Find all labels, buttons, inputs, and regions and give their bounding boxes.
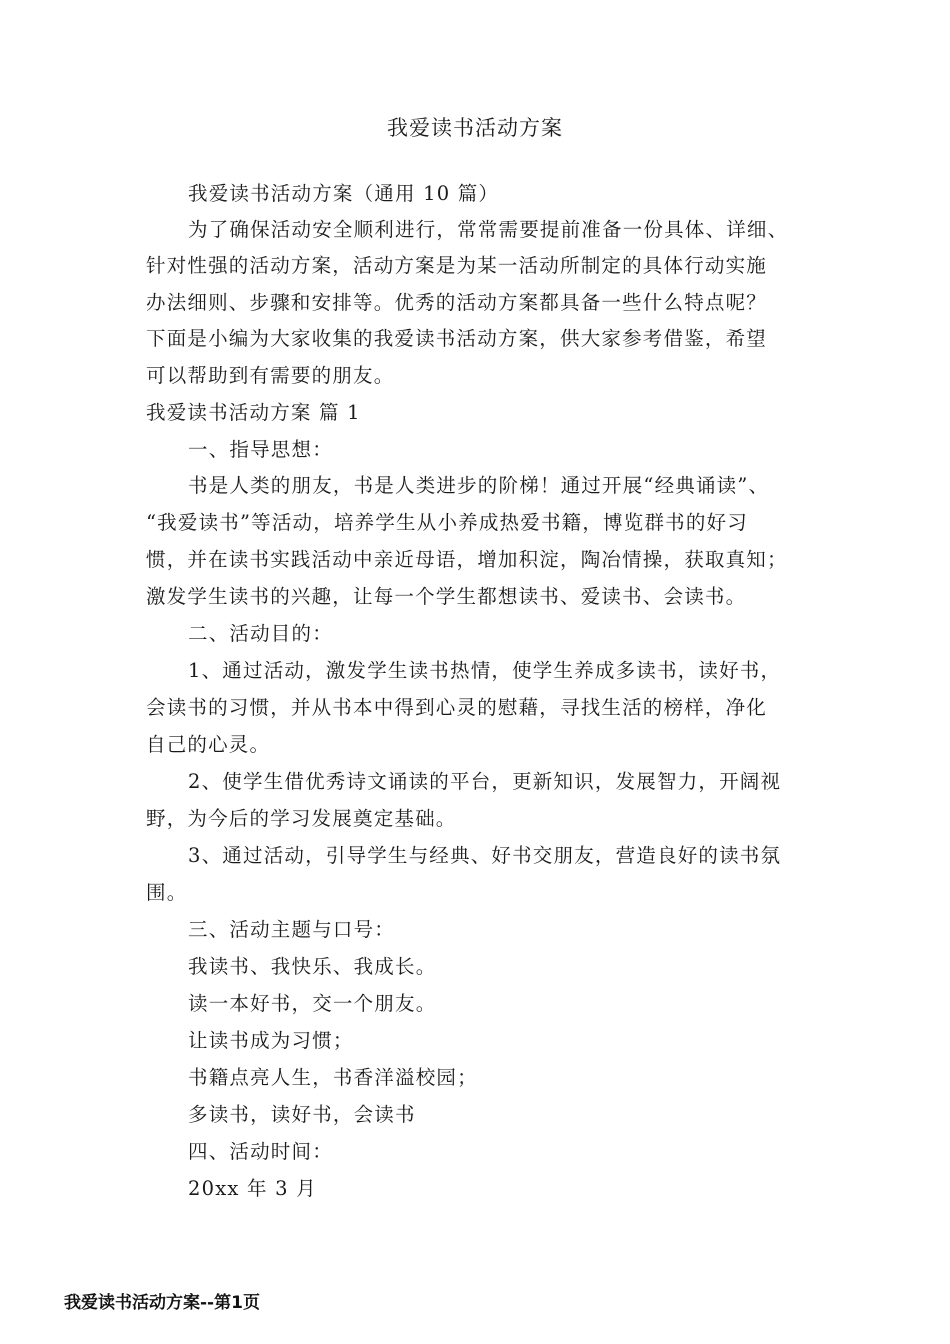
slogan-line: 多读书，读好书，会读书 [188, 1103, 416, 1126]
text-line: 3、通过活动，引导学生与经典、好书交朋友，营造良好的读书氛 [188, 844, 782, 867]
subsection-heading: 一、指导思想： [188, 438, 333, 461]
text-line: 2、使学生借优秀诗文诵读的平台，更新知识，发展智力，开阔视 [188, 770, 782, 793]
text-line: 会读书的习惯，并从书本中得到心灵的慰藉，寻找生活的榜样，净化 [146, 696, 768, 719]
text-line: “我爱读书”等活动，培养学生从小养成热爱书籍，博览群书的好习 [146, 511, 748, 534]
slogan-line: 读一本好书，交一个朋友。 [188, 992, 437, 1015]
subsection-heading: 二、活动目的： [188, 622, 333, 645]
text-line: 野，为今后的学习发展奠定基础。 [146, 807, 457, 830]
text-line: 书是人类的朋友，书是人类进步的阶梯！通过开展“经典诵读”、 [188, 474, 770, 497]
subsection-heading: 四、活动时间： [188, 1140, 333, 1163]
text-line: 围。 [146, 881, 188, 904]
text-line: 激发学生读书的兴趣，让每一个学生都想读书、爱读书、会读书。 [146, 585, 747, 608]
text-line: 惯，并在读书实践活动中亲近母语，增加积淀，陶冶情操，获取真知； [146, 548, 788, 571]
slogan-line: 我读书、我快乐、我成长。 [188, 955, 437, 978]
text-line: 针对性强的活动方案，活动方案是为某一活动所制定的具体行动实施 [146, 254, 768, 277]
document-title: 我爱读书活动方案 [387, 116, 563, 140]
text-line: 可以帮助到有需要的朋友。 [146, 364, 395, 387]
text-line: 为了确保活动安全顺利进行，常常需要提前准备一份具体、详细、 [188, 218, 789, 241]
text-line: 自己的心灵。 [146, 733, 271, 756]
slogan-line: 让读书成为习惯； [188, 1029, 354, 1052]
subtitle-line: 我爱读书活动方案（通用 10 篇） [188, 182, 500, 205]
text-line: 20xx 年 3 月 [188, 1177, 317, 1200]
slogan-line: 书籍点亮人生，书香洋溢校园； [188, 1066, 478, 1089]
text-line: 1、通过活动，激发学生读书热情，使学生养成多读书，读好书， [188, 659, 782, 682]
text-line: 下面是小编为大家收集的我爱读书活动方案，供大家参考借鉴，希望 [146, 327, 768, 350]
subsection-heading: 三、活动主题与口号： [188, 918, 396, 941]
page-footer: 我爱读书活动方案--第1页 [64, 1293, 260, 1313]
section-heading: 我爱读书活动方案 篇 1 [146, 401, 361, 424]
text-line: 办法细则、步骤和安排等。优秀的活动方案都具备一些什么特点呢？ [146, 291, 768, 314]
